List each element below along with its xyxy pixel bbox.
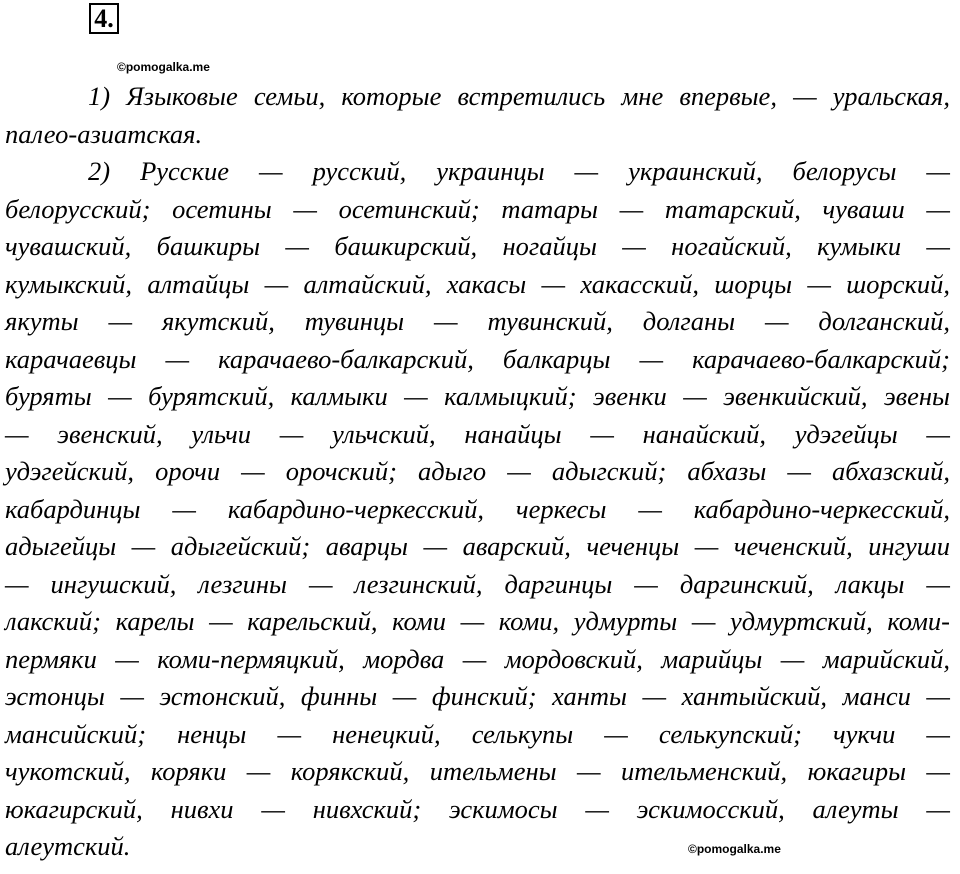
paragraph-2-line: чукотский, коряки — корякский, ительмены — ительменский, юкагиры —: [5, 756, 950, 786]
paragraph-2-line: — эвенский, ульчи — ульчский, нанайцы — нанайский, удэгейцы —: [5, 418, 950, 449]
paragraph-2-line: кумыкский, алтайцы — алтайский, хакасы — хакасский, шорцы — шорский,: [5, 268, 950, 299]
paragraph-2-line: адыгейцы — адыгейский; аварцы — аварский, чеченцы — чеченский, ингуши: [5, 531, 950, 561]
paragraph-2-line: буряты — бурятский, калмыки — калмыцкий; эвенки — эвенкийский, эвены: [5, 381, 950, 411]
paragraph-2-line: юкагирский, нивхи — нивхский; эскимосы — эскимосский, алеуты —: [5, 793, 950, 824]
paragraph-2-line: кабардинцы — кабардино-черкесский, черкесы — кабардино-черкесский,: [5, 493, 950, 524]
paragraph-1-line: 1) Языковые семьи, которые встретились мне впервые, — уральская,: [88, 81, 950, 111]
paragraph-2-line: чувашский, башкиры — башкирский, ногайцы — ногайский, кумыки —: [5, 231, 950, 261]
paragraph-2-line: удэгейский, орочи — орочский; адыго — адыгский; абхазы — абхазский,: [5, 456, 950, 486]
paragraph-2-line: карачаевцы — карачаево-балкарский, балкарцы — карачаево-балкарский;: [5, 343, 950, 374]
paragraph-2-line: алеутский.: [5, 831, 131, 861]
paragraph-2-line: эстонцы — эстонский, финны — финский; ханты — хантыйский, манси —: [5, 681, 950, 711]
paragraph-2-line: мансийский; ненцы — ненецкий, селькупы — селькупский; чукчи —: [5, 718, 950, 749]
paragraph-2-line: белорусский; осетины — осетинский; татары — татарский, чуваши —: [5, 193, 950, 224]
paragraph-2-line: 2) Русские — русский, украинцы — украинский, белорусы —: [88, 156, 950, 186]
watermark-top: ©pomogalka.me: [117, 60, 210, 74]
answer-text: [5, 78, 950, 866]
paragraph-2-line: пермяки — коми-пермяцкий, мордва — мордовский, марийцы — марийский,: [5, 643, 950, 674]
paragraph-1-line: палео-азиатская.: [5, 118, 203, 149]
paragraph-2-line: лакский; карелы — карельский, коми — коми, удмурты — удмуртский, коми-: [5, 606, 950, 636]
task-number-box: 4.: [89, 3, 119, 34]
paragraph-2-line: якуты — якутский, тувинцы — тувинский, долганы — долганский,: [5, 306, 950, 336]
paragraph-2-line: — ингушский, лезгины — лезгинский, даргинцы — даргинский, лакцы —: [5, 568, 950, 599]
watermark-bottom: ©pomogalka.me: [688, 842, 781, 856]
